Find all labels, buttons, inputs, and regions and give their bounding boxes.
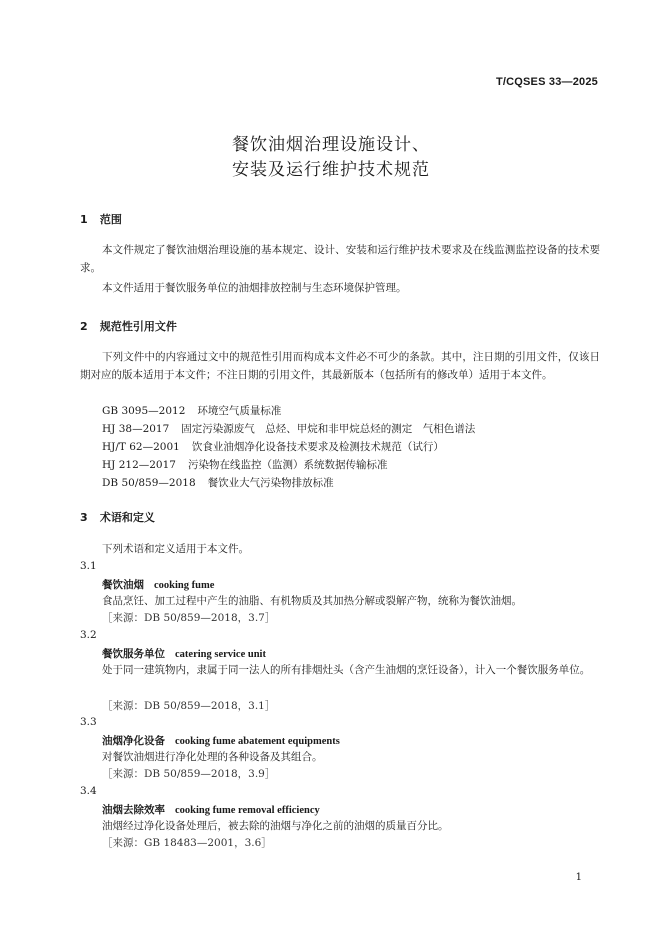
term-en: catering service unit [175, 649, 266, 660]
reference-item [102, 403, 281, 418]
reference-item [102, 457, 387, 472]
normative-references-paragraph: 下列文件中的内容通过文中的规范性引用而构成本文件必不可少的条款。其中，注日期的引用文件，仅该日期对应的版本适用于本文件；不注日期的引用文件，其最新版本（包括所有的修改单）适用于本文件。 [80, 351, 600, 381]
standard-code: T/CQSES 33—2025 [495, 76, 598, 88]
reference-title: 环境空气质量标准 [197, 405, 282, 417]
clause-number: 3.2 [80, 629, 97, 641]
reference-title: 污染物在线监控（监测）系统数据传输标准 [187, 459, 388, 471]
section-title: 规范性引用文件 [99, 320, 177, 333]
reference-item [102, 475, 334, 490]
term-zh: 餐饮服务单位 [102, 648, 165, 660]
term-en: cooking fume [154, 580, 215, 591]
term-source: ［来源：DB 50/859—2018，3.9］ [102, 768, 276, 780]
term-source: ［来源：DB 50/859—2018，3.1］ [102, 700, 276, 712]
page-number: 1 [575, 872, 582, 883]
reference-item [102, 421, 475, 436]
reference-code: HJ/T 62—2001 [102, 441, 180, 453]
section-title: 范围 [99, 213, 122, 226]
terms-intro-paragraph: 下列术语和定义适用于本文件。 [102, 543, 249, 555]
term-definition: 油烟经过净化设备处理后，被去除的油烟与净化之前的油烟的质量百分比。 [102, 820, 449, 832]
scope-paragraph-2: 本文件适用于餐饮服务单位的油烟排放控制与生态环境保护管理。 [102, 282, 407, 294]
clause-number: 3.4 [80, 785, 97, 797]
section-number: 2 [80, 320, 88, 333]
reference-title: 饮食业油烟净化设备技术要求及检测技术规范（试行） [191, 441, 444, 453]
term-zh: 餐饮油烟 [102, 579, 144, 591]
section-number: 3 [80, 511, 88, 524]
clause-number: 3.3 [80, 716, 97, 728]
section-number: 1 [80, 213, 88, 226]
term-en: cooking fume removal efficiency [175, 805, 320, 816]
reference-code: DB 50/859—2018 [102, 477, 196, 489]
reference-title: 固定污染源废气 总烃、甲烷和非甲烷总烃的测定 气相色谱法 [181, 423, 476, 435]
section-1-heading [80, 211, 122, 227]
term-definition: 食品烹饪、加工过程中产生的油脂、有机物质及其加热分解或裂解产物，统称为餐饮油烟。 [102, 595, 522, 607]
term-definition: 处于同一建筑物内，隶属于同一法人的所有排烟灶头（含产生油烟的烹饪设备），计入一个餐饮服务单位。 [102, 664, 591, 676]
term-heading [102, 733, 340, 748]
section-2-heading [80, 318, 177, 334]
reference-code: GB 3095—2012 [102, 405, 186, 417]
document-title-line2: 安装及运行维护技术规范 [232, 160, 430, 180]
term-heading [102, 646, 266, 661]
clause-number: 3.1 [80, 560, 97, 572]
reference-code: HJ 38—2017 [102, 423, 170, 435]
term-source: ［来源：DB 50/859—2018，3.7］ [102, 612, 276, 624]
term-zh: 油烟去除效率 [102, 804, 165, 816]
term-heading [102, 802, 320, 817]
term-zh: 油烟净化设备 [102, 735, 165, 747]
reference-code: HJ 212—2017 [102, 459, 176, 471]
reference-title: 餐饮业大气污染物排放标准 [207, 477, 334, 489]
document-title-line1: 餐饮油烟治理设施设计、 [232, 135, 430, 155]
section-title: 术语和定义 [99, 511, 155, 524]
term-heading [102, 577, 214, 592]
reference-item [102, 439, 444, 454]
scope-paragraph-1: 本文件规定了餐饮油烟治理设施的基本规定、设计、安装和运行维护技术要求及在线监测监控设备的技术要求。 [80, 244, 600, 274]
term-en: cooking fume abatement equipments [175, 736, 340, 747]
section-3-heading [80, 509, 155, 525]
term-source: ［来源：GB 18483—2001，3.6］ [102, 837, 272, 849]
term-definition: 对餐饮油烟进行净化处理的各种设备及其组合。 [102, 751, 323, 763]
